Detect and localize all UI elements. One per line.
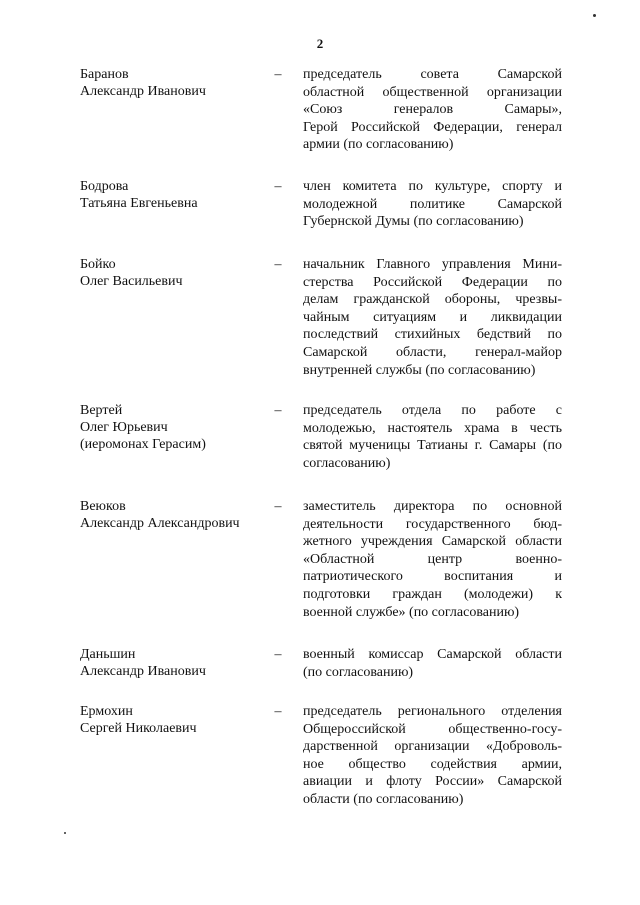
member-role-line: Герой Российской Федерации, генерал xyxy=(303,119,562,135)
member-role-line: заместитель директора по основной xyxy=(303,499,562,514)
member-role-line: Губернской Думы (по согласованию) xyxy=(303,214,524,230)
member-role-line: чайным ситуациям и ликвидации xyxy=(303,309,562,325)
member-role-line: «Областной центр военно- xyxy=(303,551,562,567)
member-role-line: дарственной организации «Доброволь- xyxy=(303,739,562,755)
member-role-line: молодежной политике Самарской xyxy=(303,196,562,212)
dash-separator: – xyxy=(274,67,282,82)
member-name-line: (иеромонах Герасим) xyxy=(80,437,206,452)
member-role-line: военный комиссар Самарской области xyxy=(303,647,562,662)
member-role-line: армии (по согласованию) xyxy=(303,137,454,153)
member-role-line: Самарской области, генерал-майор xyxy=(303,344,562,360)
member-role-line: подготовки граждан (молодежи) к xyxy=(303,586,562,602)
member-name-line: Бодрова xyxy=(80,179,129,194)
member-role-line: делам гражданской обороны, чрезвы- xyxy=(303,292,562,308)
member-name-line: Олег Юрьевич xyxy=(80,420,168,435)
dash-separator: – xyxy=(274,704,282,719)
member-name-line: Александр Александрович xyxy=(80,516,240,531)
member-role-line: согласованию) xyxy=(303,455,391,471)
member-name xyxy=(80,402,260,453)
dash-separator: – xyxy=(274,179,282,194)
member-role-line: молодежью, настоятель храма в честь xyxy=(303,420,562,436)
member-role-line: председатель совета Самарской xyxy=(303,67,562,82)
member-role xyxy=(303,498,562,621)
member-role-line: стерства Российской Федерации по xyxy=(303,274,562,290)
member-name xyxy=(80,498,260,532)
member-name xyxy=(80,256,260,290)
member-role-line: член комитета по культуре, спорту и xyxy=(303,179,562,194)
member-name-line: Бойко xyxy=(80,257,116,272)
member-name-line: Веюков xyxy=(80,499,126,514)
scan-speck xyxy=(64,832,66,834)
member-name-line: Олег Васильевич xyxy=(80,274,183,289)
member-role xyxy=(303,178,562,231)
member-role-line: жетного учреждения Самарской области xyxy=(303,534,562,550)
member-name-line: Баранов xyxy=(80,67,129,82)
member-role xyxy=(303,402,562,472)
member-role-line: председатель отдела по работе с xyxy=(303,403,562,418)
member-role-line: «Союз генералов Самары», xyxy=(303,102,562,118)
member-role xyxy=(303,66,562,154)
member-role-line: области (по согласованию) xyxy=(303,791,464,807)
member-role-line: начальник Главного управления Мини- xyxy=(303,257,562,272)
member-role xyxy=(303,256,562,379)
member-role-line: святой мученицы Татианы г. Самары (по xyxy=(303,438,562,454)
member-role-line: деятельности государственного бюд- xyxy=(303,516,562,532)
dash-separator: – xyxy=(274,257,282,272)
member-name-line: Татьяна Евгеньевна xyxy=(80,196,198,211)
member-name xyxy=(80,178,260,212)
member-name-line: Вертей xyxy=(80,403,123,418)
dash-separator: – xyxy=(274,647,282,662)
member-name xyxy=(80,66,260,100)
member-name xyxy=(80,646,260,680)
dash-separator: – xyxy=(274,403,282,418)
member-role-line: ное общество содействия армии, xyxy=(303,756,562,772)
member-name xyxy=(80,703,260,737)
dash-separator: – xyxy=(274,499,282,514)
member-role-line: патриотического воспитания и xyxy=(303,569,562,585)
page-number: 2 xyxy=(316,36,324,51)
member-name-line: Ермохин xyxy=(80,704,133,719)
scan-speck xyxy=(593,14,596,17)
member-role xyxy=(303,703,562,809)
member-role-line: авиации и флоту России» Самарской xyxy=(303,774,562,790)
member-role-line: (по согласованию) xyxy=(303,664,414,680)
member-role-line: председатель регионального отделения xyxy=(303,704,562,719)
member-role-line: областной общественной организации xyxy=(303,84,562,100)
member-role-line: внутренней службы (по согласованию) xyxy=(303,362,536,378)
member-name-line: Александр Иванович xyxy=(80,664,206,679)
member-name-line: Сергей Николаевич xyxy=(80,721,197,736)
member-role-line: последствий стихийных бедствий по xyxy=(303,327,562,343)
member-name-line: Александр Иванович xyxy=(80,84,206,99)
member-role xyxy=(303,646,562,681)
member-name-line: Даньшин xyxy=(80,647,136,662)
member-role-line: военной службе» (по согласованию) xyxy=(303,604,520,620)
member-role-line: Общероссийской общественно-госу- xyxy=(303,721,562,737)
